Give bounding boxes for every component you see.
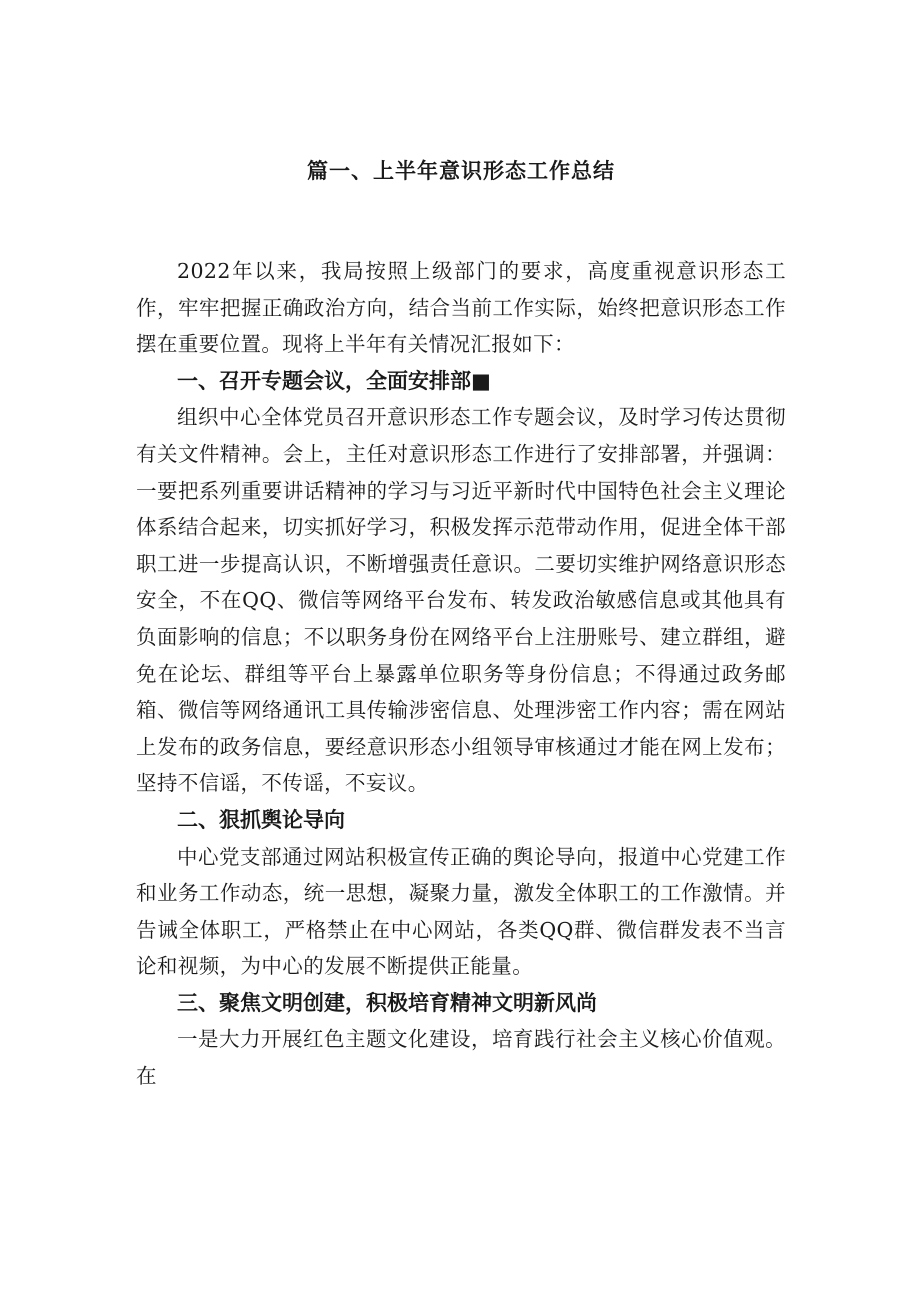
section-3-paragraph: 一是大力开展红色主题文化建设，培育践行社会主义核心价值观。在 [136, 1027, 786, 1089]
intro-paragraph: 2022年以来，我局按照上级部门的要求，高度重视意识形态工作，牢牢把握正确政治方向，结合当前工作实际，始终把意识形态工作摆在重要位置。现将上半年有关情况汇报如下： [136, 259, 786, 357]
section-1-heading: 一、召开专题会议，全面安排部■ [177, 368, 491, 393]
section-3-heading: 三、聚焦文明创建，积极培育精神文明新风尚 [177, 990, 597, 1015]
section-2-paragraph: 中心党支部通过网站积极宣传正确的舆论导向，报道中心党建工作和业务工作动态，统一思想，凝聚力量，激发全体职工的工作激情。并告诫全体职工，严格禁止在中心网站，各类QQ群、微信群发表不当言论和视频，为中心的发展不断提供正能量。 [136, 844, 786, 979]
section-1-paragraph: 组织中心全体党员召开意识形态工作专题会议，及时学习传达贯彻有关文件精神。会上，主任对意识形态工作进行了安排部署，并强调：一要把系列重要讲话精神的学习与习近平新时代中国特色社会主义理论体系结合起来，切实抓好学习，积极发挥示范带动作用，促进全体干部职工进一步提高认识，不断增强责任意识。二要切实维护网络意识形态安全，不在QQ、微信等网络平台发布、转发政治敏感信息或其他具有负面影响的信息；不以职务身份在网络平台上注册账号、建立群组，避免在论坛、群组等平台上暴露单位职务等身份信息；不得通过政务邮箱、微信等网络通讯工具传输涉密信息、处理涉密工作内容；需在网站上发布的政务信息，要经意识形态小组领导审核通过才能在网上发布；坚持不信谣，不传谣，不妄议。 [136, 405, 786, 796]
document-title: 篇一、上半年意识形态工作总结 [307, 159, 615, 183]
section-2-heading: 二、狠抓舆论导向 [177, 807, 345, 832]
document-body [136, 253, 786, 1095]
